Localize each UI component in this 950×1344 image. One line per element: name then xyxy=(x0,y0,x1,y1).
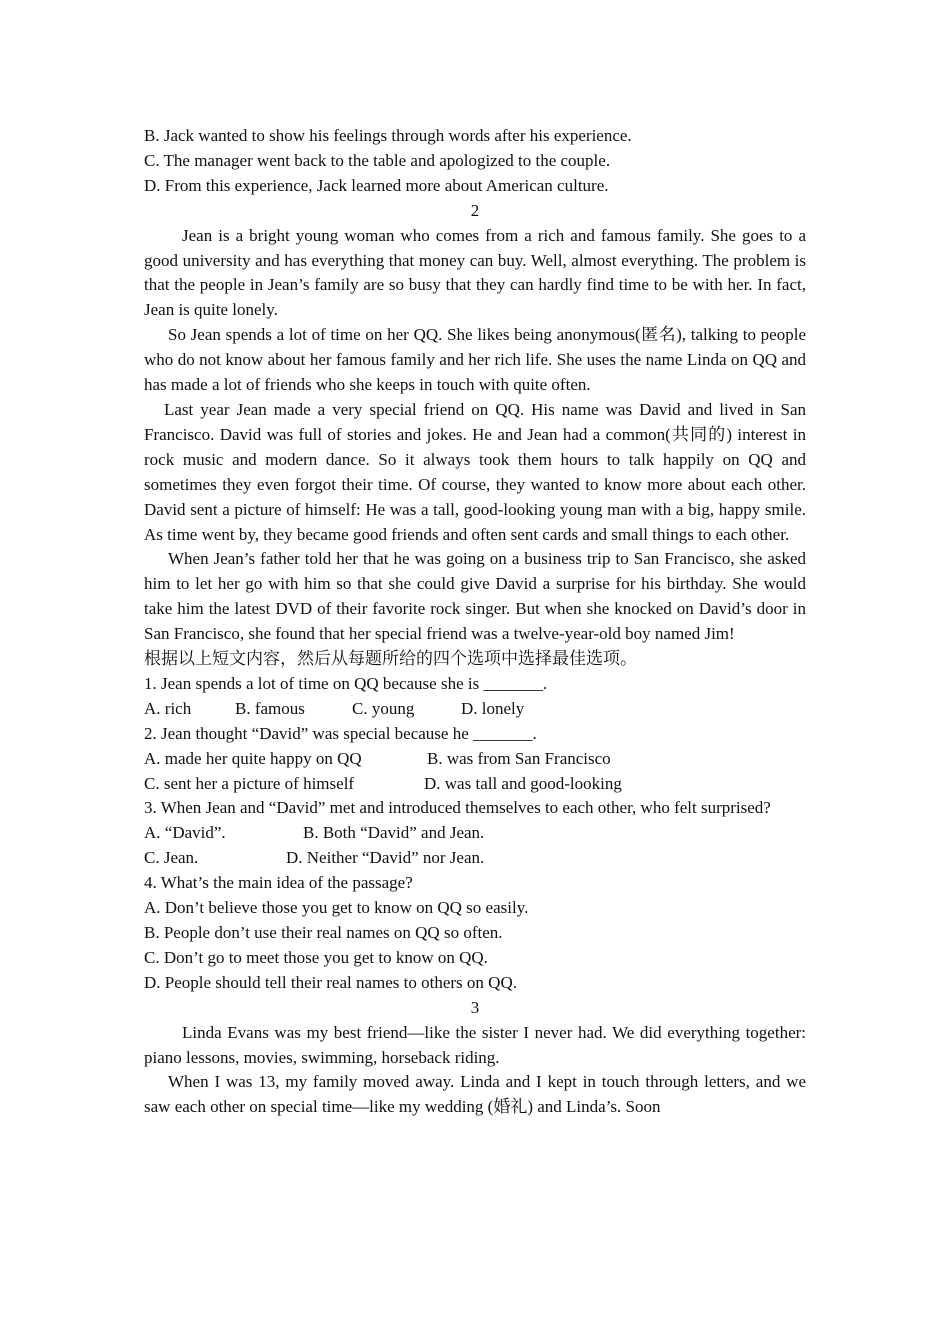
passage-3-paragraph-2: When I was 13, my family moved away. Linda and I kept in touch through letters, and we saw each other on special time—like my wedding (婚礼) and Linda’s. Soon xyxy=(144,1072,806,1117)
q2-option-c: C. sent her a picture of himself xyxy=(144,773,355,793)
prev-option-d: D. From this experience, Jack learned more about American culture. xyxy=(144,175,609,195)
q3-option-b: B. Both “David” and Jean. xyxy=(303,823,485,843)
question-3: 3. When Jean and “David” met and introduced themselves to each other, who felt surprised? xyxy=(144,798,771,818)
passage-3-paragraph-1: Linda Evans was my best friend—like the sister I never had. We did everything together: piano lessons, movies, swimming, horseback riding. xyxy=(144,1022,806,1067)
question-1-options xyxy=(144,697,806,722)
q2-option-b: B. was from San Francisco xyxy=(427,748,611,768)
q3-option-d: D. Neither “David” nor Jean. xyxy=(286,848,485,868)
q1-option-a: A. rich xyxy=(144,698,192,718)
question-3-options-row-2 xyxy=(144,846,806,871)
prev-option-b: B. Jack wanted to show his feelings through words after his experience. xyxy=(144,126,632,145)
q3-option-a: A. “David”. xyxy=(144,823,226,843)
q4-option-d: D. People should tell their real names to others on QQ. xyxy=(144,972,517,992)
question-1: 1. Jean spends a lot of time on QQ because she is _______. xyxy=(144,673,548,693)
question-3-options-row-1 xyxy=(144,821,806,846)
q4-option-c: C. Don’t go to meet those you get to know on QQ. xyxy=(144,947,488,967)
q2-option-d: D. was tall and good-looking xyxy=(424,773,622,793)
q3-option-c: C. Jean. xyxy=(144,848,199,868)
question-4: 4. What’s the main idea of the passage? xyxy=(144,873,413,893)
q1-option-b: B. famous xyxy=(235,698,305,718)
question-2-options-row-2 xyxy=(144,772,806,797)
question-2: 2. Jean thought “David” was special because he _______. xyxy=(144,723,537,743)
prev-option-c: C. The manager went back to the table and apologized to the couple. xyxy=(144,150,611,170)
section-3-number: 3 xyxy=(470,997,480,1017)
q2-option-a: A. made her quite happy on QQ xyxy=(144,748,362,768)
document-page xyxy=(144,124,806,1120)
q4-option-a: A. Don’t believe those you get to know on QQ so easily. xyxy=(144,898,529,918)
question-2-options-row-1 xyxy=(144,747,806,772)
passage-2-paragraph-4: When Jean’s father told her that he was going on a business trip to San Francisco, she asked him to let her go with him so that she could give David a surprise for his birthday. She would take him the latest DVD of their favorite rock singer. But when she knocked on David’s door in San Francisco, she found that her special friend was a twelve-year-old boy named Jim! xyxy=(144,549,806,644)
passage-2-paragraph-2: So Jean spends a lot of time on her QQ. She likes being anonymous(匿名), talking to people who do not know about her famous family and her rich life. She uses the name Linda on QQ and has made a lot of friends who she keeps in touch with quite often. xyxy=(144,325,806,395)
q4-option-b: B. People don’t use their real names on QQ so often. xyxy=(144,923,503,942)
passage-2-paragraph-3: Last year Jean made a very special friend on QQ. His name was David and lived in San Francisco. David was full of stories and jokes. He and Jean had a common(共同的) interest in rock music and modern dance. So it always took them hours to talk happily on QQ and sometimes they even forgot their time. Of course, they wanted to know more about each other. David sent a picture of himself: He was a tall, good-looking young man with a big, happy smile. As time went by, they became good friends and often sent cards and small things to each other. xyxy=(144,399,806,544)
passage-2-paragraph-1: Jean is a bright young woman who comes from a rich and famous family. She goes to a good university and has everything that money can buy. Well, almost everything. The problem is that the people in Jean’s family are so busy that they can hardly find time to be with her. In fact, Jean is quite lonely. xyxy=(144,225,806,320)
q1-option-d: D. lonely xyxy=(461,698,525,718)
instruction-text: 根据以上短文内容，然后从每题所给的四个选项中选择最佳选项。 xyxy=(144,649,637,669)
section-2-number: 2 xyxy=(470,200,480,220)
q1-option-c: C. young xyxy=(352,698,415,718)
